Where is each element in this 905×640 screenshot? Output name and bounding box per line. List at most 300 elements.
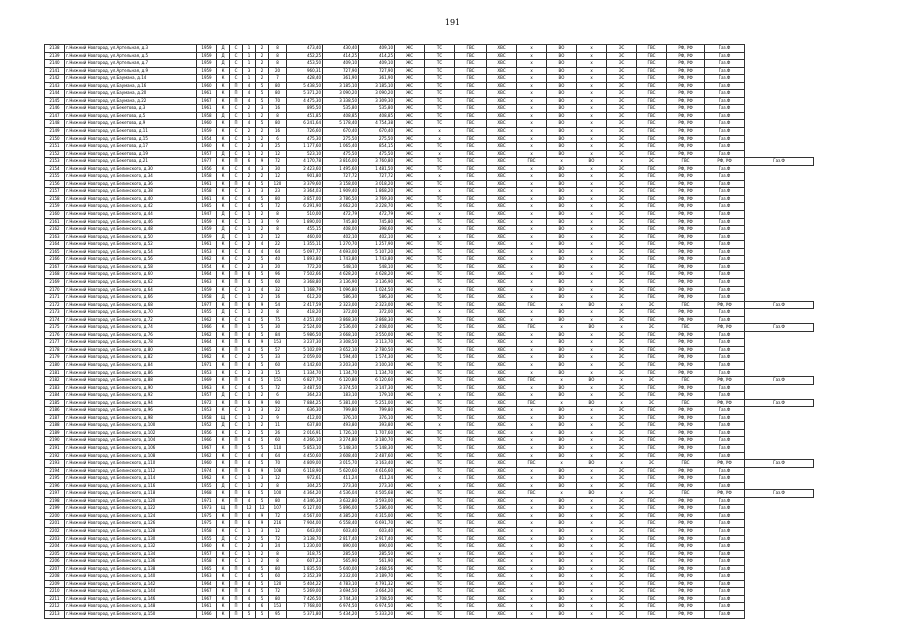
cell-apartments: 80 bbox=[269, 595, 287, 603]
cell-floors: 2 bbox=[256, 422, 269, 430]
cell-living-area-apts: 4 315,00 bbox=[359, 512, 395, 520]
cell-col-22: Газ.Ф bbox=[745, 158, 814, 166]
cell-col-x2: х bbox=[577, 203, 607, 211]
cell-col-gas: Газ.Ф bbox=[705, 120, 745, 128]
cell-col-rf-uf: РФ, УФ bbox=[667, 143, 705, 151]
cell-wall-type: К bbox=[217, 67, 230, 75]
cell-col-x2: х bbox=[577, 150, 607, 158]
cell-col-rf-uf: РФ, УФ bbox=[667, 256, 705, 264]
cell-col-es: ЭС bbox=[607, 611, 637, 619]
cell-col-hvs: ХВС bbox=[487, 67, 517, 75]
cell-year-built: 1961 bbox=[197, 241, 217, 249]
cell-living-area: 799,80 bbox=[323, 407, 359, 415]
cell-col-x2: х bbox=[577, 60, 607, 68]
cell-col-rf-uf: РФ, УФ bbox=[667, 97, 705, 105]
cell-col-x1: х bbox=[517, 497, 547, 505]
cell-col-vo: ВО bbox=[547, 505, 577, 513]
cell-living-area-apts: 3 868,30 bbox=[359, 316, 395, 324]
cell-col-gvs2: ГВС bbox=[637, 67, 667, 75]
cell-col-gvs: ГВС bbox=[455, 339, 487, 347]
cell-col-gvs2: ГВС bbox=[637, 75, 667, 83]
cell-address: г.Нижний Новгород, ул.Артельная, д.5 bbox=[65, 52, 197, 60]
cell-col-x1: х bbox=[517, 241, 547, 249]
cell-col-x2: х bbox=[577, 256, 607, 264]
cell-wall-type: Д bbox=[217, 45, 230, 53]
cell-col-es: ЭС bbox=[607, 316, 637, 324]
table-row bbox=[45, 460, 814, 468]
cell-col-es: ЭС bbox=[607, 558, 637, 566]
cell-col-vo: ВО bbox=[547, 226, 577, 234]
cell-living-area-apts: 3 664,20 bbox=[359, 588, 395, 596]
cell-year-built: 1960 bbox=[197, 543, 217, 551]
cell-col-x2: х bbox=[577, 407, 607, 415]
cell-col-x1: х bbox=[517, 595, 547, 603]
cell-total-area: 5 404,22 bbox=[287, 580, 323, 588]
cell-col-gvs: ГВС bbox=[455, 580, 487, 588]
cell-col-gvs2: ГВС bbox=[637, 60, 667, 68]
cell-col-gas: Газ.Ф bbox=[705, 294, 745, 302]
cell-living-area: 603,40 bbox=[323, 528, 359, 536]
cell-col-vo: ВО bbox=[547, 354, 577, 362]
cell-col-vo: х bbox=[547, 301, 577, 309]
cell-row-number: 2211 bbox=[45, 595, 65, 603]
cell-wall-type: К bbox=[217, 490, 230, 498]
cell-row-number: 2143 bbox=[45, 82, 65, 90]
cell-row-number: 2192 bbox=[45, 452, 65, 460]
cell-material: П bbox=[230, 278, 243, 286]
cell-floors: 5 bbox=[256, 354, 269, 362]
cell-entrances: 4 bbox=[243, 195, 256, 203]
cell-entrances: 1 bbox=[243, 211, 256, 219]
cell-col-x1: х bbox=[517, 316, 547, 324]
cell-col-es: ЭС bbox=[607, 60, 637, 68]
cell-living-area-apts: 3 189,70 bbox=[359, 573, 395, 581]
cell-living-area: 409,10 bbox=[323, 60, 359, 68]
cell-total-area: 4 170,78 bbox=[287, 158, 323, 166]
cell-col-hvs: ХВС bbox=[487, 218, 517, 226]
cell-floors: 2 bbox=[256, 558, 269, 566]
cell-wall-type: К bbox=[217, 611, 230, 619]
cell-col-hvs: ХВС bbox=[487, 188, 517, 196]
cell-living-area: 3 662,20 bbox=[323, 203, 359, 211]
cell-entrances: 4 bbox=[243, 165, 256, 173]
cell-living-area-apts: 3 760,80 bbox=[359, 158, 395, 166]
cell-col-gvs2: ГВС bbox=[637, 452, 667, 460]
table-row bbox=[45, 203, 814, 211]
cell-col-hvs: ХВС bbox=[487, 128, 517, 136]
cell-col-x1: х bbox=[517, 528, 547, 536]
cell-entrances: 6 bbox=[243, 158, 256, 166]
cell-wall-type: К bbox=[217, 256, 230, 264]
cell-total-area: 895,50 bbox=[287, 105, 323, 113]
cell-apartments: 16 bbox=[269, 105, 287, 113]
cell-col-rf-uf: РФ, УФ bbox=[667, 384, 705, 392]
cell-material: П bbox=[230, 339, 243, 347]
cell-col-ts: ТС bbox=[425, 218, 455, 226]
cell-entrances: 1 bbox=[243, 135, 256, 143]
cell-total-area: 4 567,00 bbox=[287, 512, 323, 520]
cell-col-ts: ТС bbox=[425, 90, 455, 98]
cell-col-x1: х bbox=[517, 339, 547, 347]
cell-apartments: 153 bbox=[269, 339, 287, 347]
table-row bbox=[45, 558, 814, 566]
cell-entrances: 2 bbox=[243, 543, 256, 551]
cell-living-area: 727,72 bbox=[323, 173, 359, 181]
cell-col-x2: х bbox=[577, 195, 607, 203]
cell-col-zs: ЖС bbox=[395, 128, 425, 136]
cell-col-x2: х bbox=[577, 248, 607, 256]
cell-wall-type: К bbox=[217, 173, 230, 181]
cell-living-area: 3 816,00 bbox=[323, 158, 359, 166]
cell-col-rf-uf: РФ, УФ bbox=[667, 233, 705, 241]
cell-col-vo: ВО bbox=[547, 188, 577, 196]
cell-col-x2: х bbox=[577, 588, 607, 596]
cell-col-x1: х bbox=[517, 452, 547, 460]
cell-apartments: 26 bbox=[269, 429, 287, 437]
cell-col-x1: х bbox=[517, 550, 547, 558]
cell-apartments: 100 bbox=[269, 490, 287, 498]
cell-living-area-apts: 393,80 bbox=[359, 422, 395, 430]
cell-col-x1: х bbox=[517, 97, 547, 105]
cell-col-rf-uf: РФ, УФ bbox=[667, 203, 705, 211]
cell-floors: 3 bbox=[256, 369, 269, 377]
cell-col-gvs: ГВС bbox=[455, 135, 487, 143]
cell-col-x1: х bbox=[517, 180, 547, 188]
cell-col-gvs2: ГВС bbox=[637, 233, 667, 241]
cell-col-vo: ВО bbox=[547, 573, 577, 581]
cell-col-ts: х bbox=[425, 135, 455, 143]
cell-col-ts: ТС bbox=[425, 346, 455, 354]
cell-year-built: 1953 bbox=[197, 369, 217, 377]
cell-year-built: 1958 bbox=[197, 173, 217, 181]
cell-col-hvs: ХВС bbox=[487, 354, 517, 362]
cell-col-rf-uf: РФ, УФ bbox=[667, 309, 705, 317]
cell-col-rf-uf: ГВС bbox=[667, 324, 705, 332]
cell-col-zs: ЖС bbox=[395, 105, 425, 113]
cell-col-gas: Газ.Ф bbox=[705, 588, 745, 596]
table-row bbox=[45, 67, 814, 75]
cell-year-built: 1971 bbox=[197, 497, 217, 505]
cell-col-gas: Газ.Ф bbox=[705, 256, 745, 264]
cell-wall-type: К bbox=[217, 497, 230, 505]
cell-row-number: 2159 bbox=[45, 203, 65, 211]
cell-address: г.Нижний Новгород, ул.Бекетова, д.5 bbox=[65, 112, 197, 120]
cell-col-gas: РФ, УФ bbox=[705, 158, 745, 166]
cell-col-es: ЭС bbox=[607, 361, 637, 369]
cell-apartments: 60 bbox=[269, 278, 287, 286]
cell-col-rf-uf: РФ, УФ bbox=[667, 331, 705, 339]
cell-col-rf-uf: РФ, УФ bbox=[667, 75, 705, 83]
cell-floors: 2 bbox=[256, 128, 269, 136]
cell-entrances: 1 bbox=[243, 528, 256, 536]
cell-total-area: 3 237,30 bbox=[287, 339, 323, 347]
cell-apartments: 120 bbox=[269, 580, 287, 588]
cell-total-area: 364,23 bbox=[287, 392, 323, 400]
cell-apartments: 80 bbox=[269, 120, 287, 128]
cell-year-built: 1955 bbox=[197, 309, 217, 317]
cell-col-hvs: ХВС bbox=[487, 82, 517, 90]
cell-col-rf-uf: РФ, УФ bbox=[667, 346, 705, 354]
cell-year-built: 1967 bbox=[197, 97, 217, 105]
cell-apartments: 72 bbox=[269, 384, 287, 392]
cell-col-rf-uf: РФ, УФ bbox=[667, 60, 705, 68]
cell-year-built: 1958 bbox=[197, 294, 217, 302]
cell-col-rf-uf: РФ, УФ bbox=[667, 475, 705, 483]
cell-address: г.Нижний Новгород, ул.Белинского, д.88 bbox=[65, 377, 197, 385]
cell-row-number: 2212 bbox=[45, 603, 65, 611]
cell-living-area-apts: 586,30 bbox=[359, 294, 395, 302]
cell-living-area: 3 232,00 bbox=[323, 573, 359, 581]
cell-apartments: 9 bbox=[269, 218, 287, 226]
cell-col-rf-uf: РФ, УФ bbox=[667, 105, 705, 113]
cell-address: г.Нижний Новгород, ул.Белинского, д.138 bbox=[65, 565, 197, 573]
table-row bbox=[45, 158, 814, 166]
cell-apartments: 90 bbox=[269, 399, 287, 407]
cell-col-gas: Газ.Ф bbox=[705, 143, 745, 151]
cell-living-area-apts: 5 107,20 bbox=[359, 248, 395, 256]
cell-total-area: 4 251,00 bbox=[287, 316, 323, 324]
cell-row-number: 2158 bbox=[45, 195, 65, 203]
cell-year-built: 1965 bbox=[197, 346, 217, 354]
cell-col-rf-uf: ГВС bbox=[667, 460, 705, 468]
cell-col-vo: ВО bbox=[547, 278, 577, 286]
cell-col-ts: ТС bbox=[425, 120, 455, 128]
cell-col-gvs: ГВС bbox=[455, 241, 487, 249]
cell-entrances: 1 bbox=[243, 475, 256, 483]
cell-col-vo: ВО bbox=[547, 97, 577, 105]
table-row bbox=[45, 452, 814, 460]
cell-floors: 3 bbox=[256, 188, 269, 196]
cell-living-area-apts: 376,10 bbox=[359, 414, 395, 422]
cell-col-gas: Газ.Ф bbox=[705, 512, 745, 520]
cell-col-gvs2: ГВС bbox=[637, 150, 667, 158]
cell-material: П bbox=[230, 97, 243, 105]
cell-col-gas: РФ, УФ bbox=[705, 377, 745, 385]
cell-year-built: 1975 bbox=[197, 512, 217, 520]
cell-living-area-apts: 273,30 bbox=[359, 482, 395, 490]
table-row bbox=[45, 75, 814, 83]
table-row bbox=[45, 377, 814, 385]
cell-col-gas: Газ.Ф bbox=[705, 165, 745, 173]
table-row bbox=[45, 173, 814, 181]
cell-col-gvs: ГВС bbox=[455, 482, 487, 490]
cell-col-gvs2: ЭС bbox=[637, 324, 667, 332]
cell-total-area: 4 475,30 bbox=[287, 97, 323, 105]
cell-address: г.Нижний Новгород, ул.Белинского, д.120 bbox=[65, 497, 197, 505]
cell-col-gvs: ГВС bbox=[455, 203, 487, 211]
cell-address: г.Нижний Новгород, ул.Белинского, д.80 bbox=[65, 346, 197, 354]
cell-wall-type: К bbox=[217, 603, 230, 611]
cell-col-ts: ТС bbox=[425, 603, 455, 611]
table-row bbox=[45, 588, 814, 596]
cell-total-area: 5 371,80 bbox=[287, 611, 323, 619]
cell-apartments: 120 bbox=[269, 180, 287, 188]
cell-wall-type: Д bbox=[217, 535, 230, 543]
cell-material: С bbox=[230, 203, 243, 211]
cell-total-area: 1 177,60 bbox=[287, 143, 323, 151]
cell-floors: 5 bbox=[256, 460, 269, 468]
cell-col-gvs2: ГВС bbox=[637, 512, 667, 520]
cell-material: С bbox=[230, 309, 243, 317]
cell-col-ts: ТС bbox=[425, 143, 455, 151]
cell-living-area: 4 536,04 bbox=[323, 490, 359, 498]
cell-col-ts: ТС bbox=[425, 505, 455, 513]
cell-col-hvs: ХВС bbox=[487, 565, 517, 573]
cell-col-x1: х bbox=[517, 429, 547, 437]
cell-material: П bbox=[230, 377, 243, 385]
cell-wall-type: Д bbox=[217, 294, 230, 302]
cell-col-22: Газ.Ф bbox=[745, 490, 814, 498]
cell-col-es: ЭС bbox=[607, 482, 637, 490]
cell-col-rf-uf: РФ, УФ bbox=[667, 150, 705, 158]
cell-material: С bbox=[230, 165, 243, 173]
cell-col-gvs: ГВС bbox=[455, 377, 487, 385]
cell-col-gas: Газ.Ф bbox=[705, 535, 745, 543]
table-row bbox=[45, 286, 814, 294]
cell-address: г.Нижний Новгород, ул.Белинского, д.132 bbox=[65, 543, 197, 551]
cell-col-rf-uf: РФ, УФ bbox=[667, 120, 705, 128]
cell-col-x2: х bbox=[577, 595, 607, 603]
table-row bbox=[45, 354, 814, 362]
cell-wall-type: Щ bbox=[217, 414, 230, 422]
cell-col-gas: Газ.Ф bbox=[705, 75, 745, 83]
cell-col-rf-uf: ГВС bbox=[667, 399, 705, 407]
cell-floors: 5 bbox=[256, 316, 269, 324]
cell-col-gvs: ГВС bbox=[455, 45, 487, 53]
cell-apartments: 11 bbox=[269, 422, 287, 430]
cell-col-es: ЭС bbox=[607, 475, 637, 483]
cell-living-area-apts: 361,90 bbox=[359, 75, 395, 83]
cell-year-built: 1965 bbox=[197, 565, 217, 573]
cell-apartments: 8 bbox=[269, 60, 287, 68]
cell-col-hvs: ХВС bbox=[487, 490, 517, 498]
cell-apartments: 64 bbox=[269, 248, 287, 256]
cell-col-gas: РФ, УФ bbox=[705, 301, 745, 309]
cell-floors: 3 bbox=[256, 528, 269, 536]
cell-col-x1: х bbox=[517, 226, 547, 234]
cell-col-zs: ЖС bbox=[395, 475, 425, 483]
cell-col-gvs2: ГВС bbox=[637, 543, 667, 551]
cell-col-hvs: ХВС bbox=[487, 286, 517, 294]
cell-col-gvs2: ГВС bbox=[637, 429, 667, 437]
cell-apartments: 8 bbox=[269, 45, 287, 53]
cell-floors: 5 bbox=[256, 384, 269, 392]
cell-floors: 5 bbox=[256, 90, 269, 98]
cell-living-area: 1 096,80 bbox=[323, 286, 359, 294]
cell-col-x2: х bbox=[577, 286, 607, 294]
cell-material: С bbox=[230, 75, 243, 83]
cell-col-zs: ЖС bbox=[395, 535, 425, 543]
cell-material: С bbox=[230, 248, 243, 256]
cell-col-gvs: ГВС bbox=[455, 535, 487, 543]
cell-material: С bbox=[230, 256, 243, 264]
cell-col-rf-uf: РФ, УФ bbox=[667, 497, 705, 505]
cell-col-zs: ЖС bbox=[395, 75, 425, 83]
cell-living-area: 430,40 bbox=[323, 45, 359, 53]
cell-col-gas: Газ.Ф bbox=[705, 361, 745, 369]
cell-col-ts: ТС bbox=[425, 512, 455, 520]
cell-material: П bbox=[230, 603, 243, 611]
cell-material: С bbox=[230, 354, 243, 362]
cell-year-built: 1961 bbox=[197, 90, 217, 98]
cell-col-ts: х bbox=[425, 226, 455, 234]
cell-col-zs: ЖС bbox=[395, 256, 425, 264]
cell-apartments: 216 bbox=[269, 520, 287, 528]
cell-floors: 9 bbox=[256, 399, 269, 407]
cell-col-gas: Газ.Ф bbox=[705, 218, 745, 226]
cell-col-x1: х bbox=[517, 60, 547, 68]
table-row bbox=[45, 309, 814, 317]
cell-col-gas: РФ, УФ bbox=[705, 460, 745, 468]
table-row bbox=[45, 143, 814, 151]
cell-year-built: 1966 bbox=[197, 437, 217, 445]
cell-material: П bbox=[230, 82, 243, 90]
cell-col-hvs: ХВС bbox=[487, 309, 517, 317]
cell-col-zs: ЖС bbox=[395, 399, 425, 407]
table-row bbox=[45, 475, 814, 483]
cell-year-built: 1962 bbox=[197, 331, 217, 339]
cell-total-area: 4 450,60 bbox=[287, 452, 323, 460]
cell-col-gas: Газ.Ф bbox=[705, 603, 745, 611]
cell-col-gvs: ГВС bbox=[455, 460, 487, 468]
cell-col-zs: ЖС bbox=[395, 467, 425, 475]
cell-address: г.Нижний Новгород, ул.Белинского, д.60 bbox=[65, 271, 197, 279]
cell-col-rf-uf: РФ, УФ bbox=[667, 603, 705, 611]
cell-col-x1: х bbox=[517, 309, 547, 317]
cell-apartments: 153 bbox=[269, 603, 287, 611]
cell-col-hvs: ХВС bbox=[487, 429, 517, 437]
cell-apartments: 23 bbox=[269, 188, 287, 196]
cell-col-gas: Газ.Ф bbox=[705, 392, 745, 400]
cell-col-x1: х bbox=[517, 331, 547, 339]
cell-apartments: 15 bbox=[269, 369, 287, 377]
cell-floors: 9 bbox=[256, 339, 269, 347]
cell-material: С bbox=[230, 263, 243, 271]
cell-apartments: 25 bbox=[269, 143, 287, 151]
cell-apartments: 8 bbox=[269, 558, 287, 566]
cell-material: С bbox=[230, 294, 243, 302]
cell-material: П bbox=[230, 437, 243, 445]
cell-col-zs: ЖС bbox=[395, 120, 425, 128]
cell-col-hvs: ХВС bbox=[487, 535, 517, 543]
cell-entrances: 3 bbox=[243, 407, 256, 415]
cell-col-gas: Газ.Ф bbox=[705, 271, 745, 279]
cell-living-area: 3 786,50 bbox=[323, 195, 359, 203]
cell-apartments: 70 bbox=[269, 97, 287, 105]
cell-col-ts: ТС bbox=[425, 52, 455, 60]
cell-col-vo: ВО bbox=[547, 256, 577, 264]
cell-col-x2: х bbox=[577, 173, 607, 181]
cell-material: С bbox=[230, 105, 243, 113]
cell-row-number: 2177 bbox=[45, 339, 65, 347]
cell-living-area-apts: 3 100,30 bbox=[359, 361, 395, 369]
cell-col-x2: х bbox=[577, 128, 607, 136]
cell-col-gvs2: ГВС bbox=[637, 173, 667, 181]
cell-living-area: 565,90 bbox=[323, 558, 359, 566]
cell-material: П bbox=[230, 588, 243, 596]
cell-col-hvs: ХВС bbox=[487, 97, 517, 105]
cell-col-vo: х bbox=[547, 158, 577, 166]
cell-col-x1: ГВС bbox=[517, 301, 547, 309]
cell-wall-type: К bbox=[217, 331, 230, 339]
cell-col-vo: ВО bbox=[547, 475, 577, 483]
cell-living-area-apts: 3 468,56 bbox=[359, 565, 395, 573]
cell-col-x2: х bbox=[577, 384, 607, 392]
cell-col-vo: ВО bbox=[547, 90, 577, 98]
cell-col-gvs2: ГВС bbox=[637, 294, 667, 302]
table-row bbox=[45, 331, 814, 339]
cell-year-built: 1952 bbox=[197, 422, 217, 430]
